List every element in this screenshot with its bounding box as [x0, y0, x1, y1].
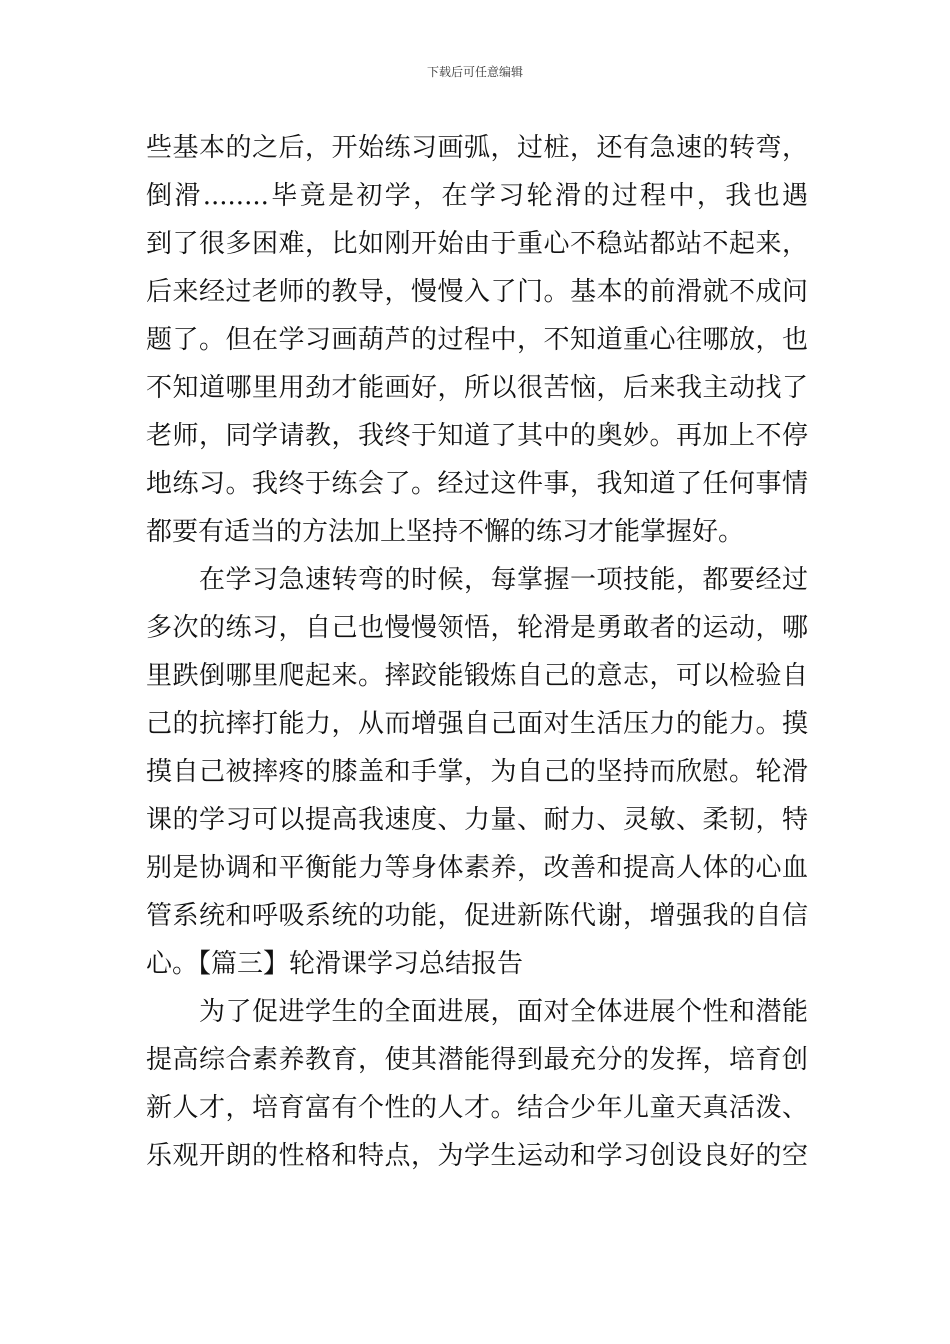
text-line: 提高综合素养教育，使其潜能得到最充分的发挥，培育创 [146, 1045, 808, 1075]
text-line: 课的学习可以提高我速度、力量、耐力、灵敏、柔韧，特 [146, 805, 808, 835]
text-line: 多次的练习，自己也慢慢领悟，轮滑是勇敢者的运动，哪 [146, 613, 808, 643]
text-line: 为了促进学生的全面进展，面对全体进展个性和潜能 [199, 997, 808, 1027]
page-header: 下载后可任意编辑 [426, 65, 523, 79]
text-line: 乐观开朗的性格和特点，为学生运动和学习创设良好的空 [146, 1141, 808, 1171]
text-line: 后来经过老师的教导，慢慢入了门。基本的前滑就不成问 [146, 277, 808, 307]
text-line: 老师，同学请教，我终于知道了其中的奥妙。再加上不停 [146, 421, 808, 451]
document-body [146, 124, 808, 1180]
text-line: 别是协调和平衡能力等身体素养，改善和提高人体的心血 [146, 853, 808, 883]
text-line: 心。【篇三】轮滑课学习总结报告 [146, 949, 524, 979]
text-line: 地练习。我终于练会了。经过这件事，我知道了任何事情 [146, 469, 808, 499]
text-line: 到了很多困难，比如刚开始由于重心不稳站都站不起来， [146, 229, 808, 259]
text-line: 在学习急速转弯的时候，每掌握一项技能，都要经过 [199, 565, 808, 595]
text-line: 管系统和呼吸系统的功能，促进新陈代谢，增强我的自信 [146, 901, 808, 931]
text-line: 摸自己被摔疼的膝盖和手掌，为自己的坚持而欣慰。轮滑 [146, 757, 808, 787]
text-line: 新人才，培育富有个性的人才。结合少年儿童天真活泼、 [146, 1093, 808, 1123]
text-line: 题了。但在学习画葫芦的过程中，不知道重心往哪放，也 [146, 325, 808, 355]
text-line: 倒滑........毕竟是初学，在学习轮滑的过程中，我也遇 [146, 181, 808, 211]
text-line: 些基本的之后，开始练习画弧，过桩，还有急速的转弯， [146, 133, 808, 163]
text-line: 都要有适当的方法加上坚持不懈的练习才能掌握好。 [146, 517, 745, 547]
text-line: 己的抗摔打能力，从而增强自己面对生活压力的能力。摸 [146, 709, 808, 739]
text-line: 里跌倒哪里爬起来。摔跤能锻炼自己的意志，可以检验自 [146, 661, 808, 691]
text-line: 不知道哪里用劲才能画好，所以很苦恼，后来我主动找了 [146, 373, 808, 403]
